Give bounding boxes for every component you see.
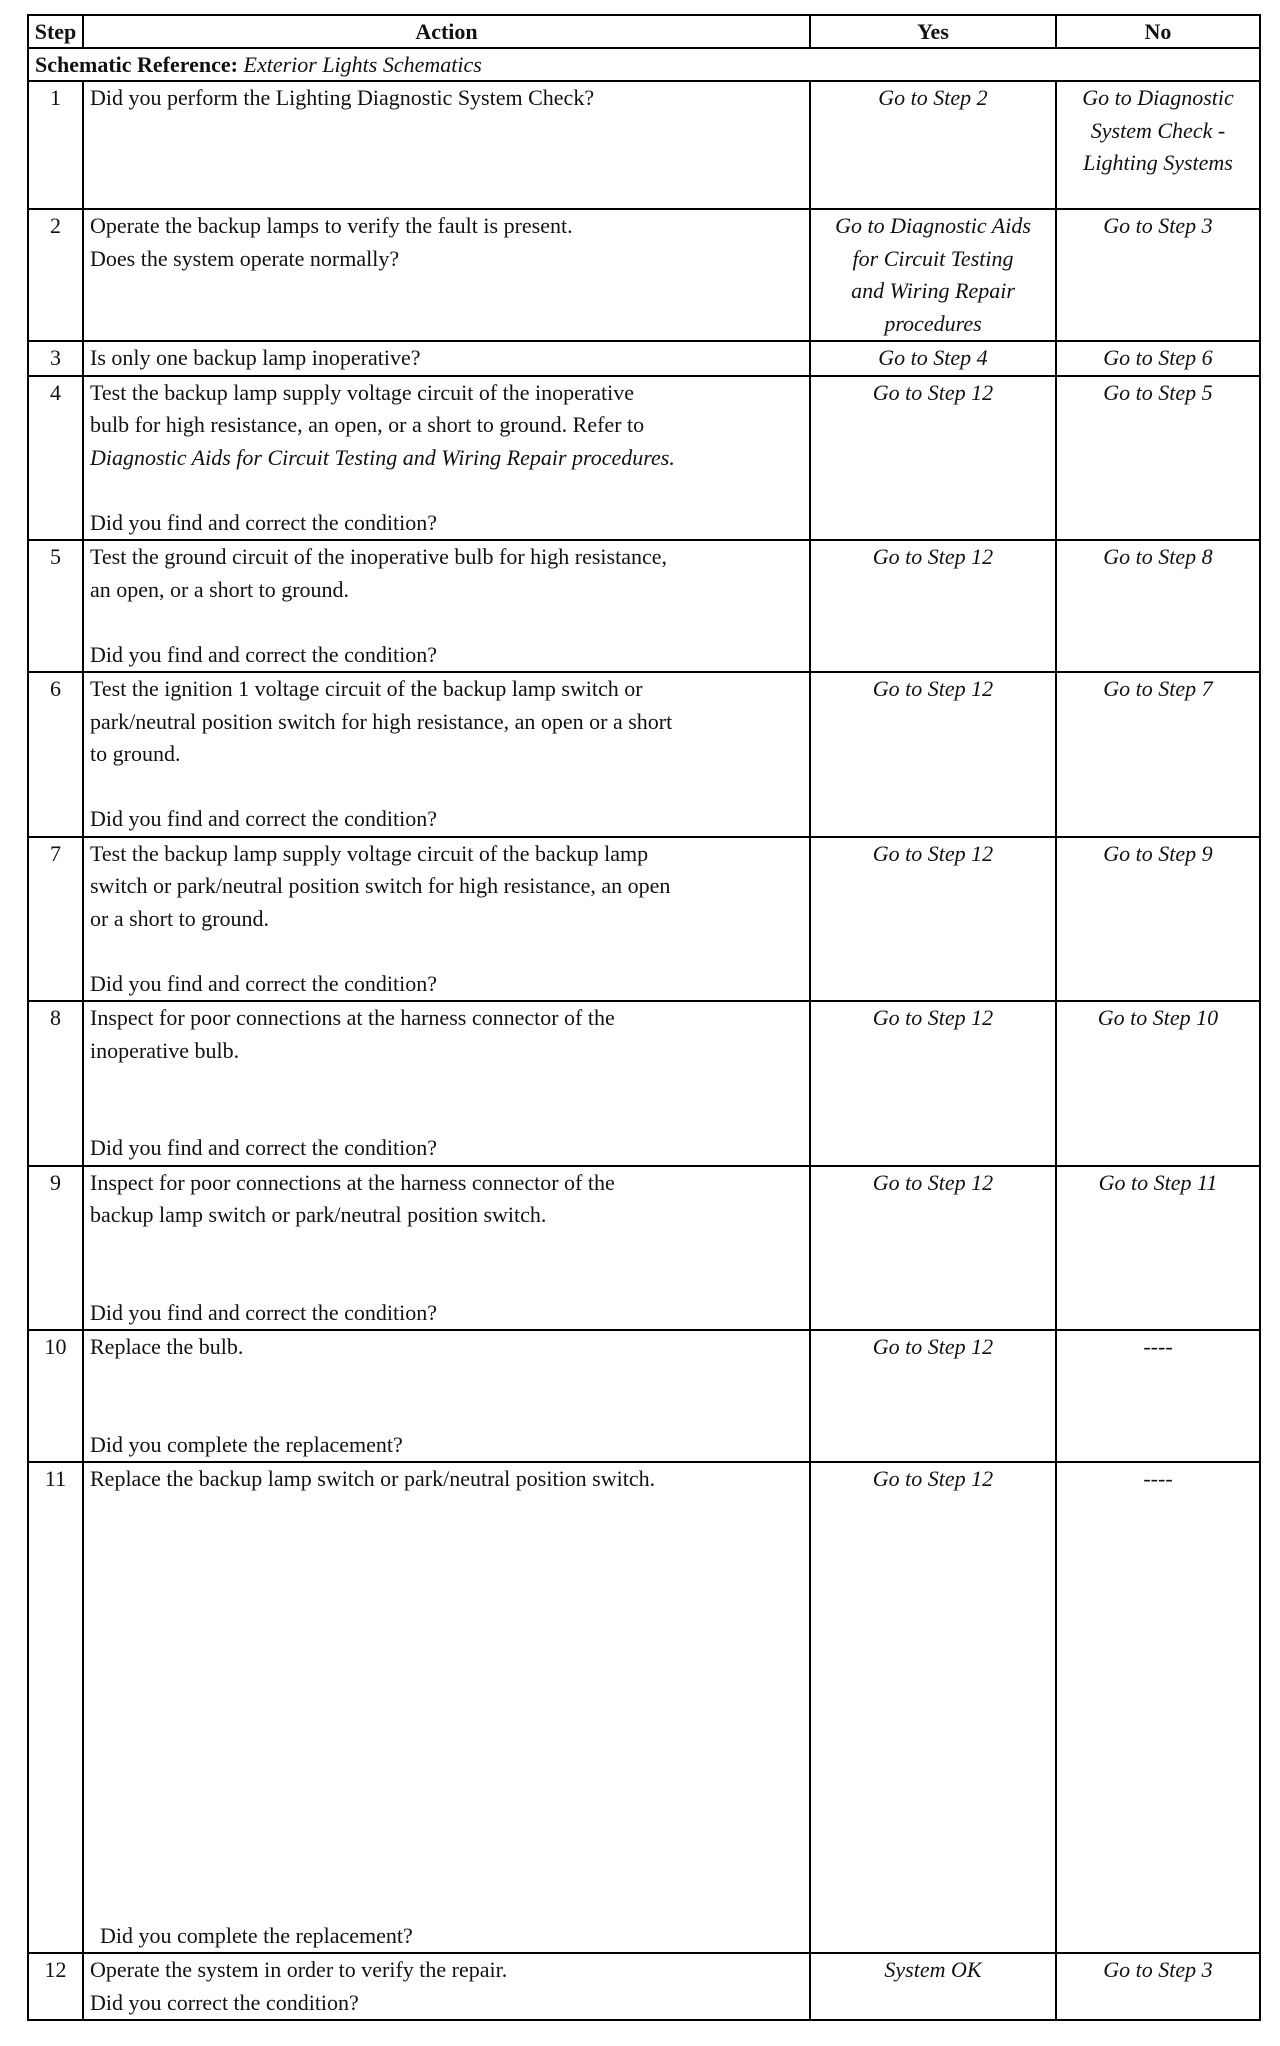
schematic-reference-row: [28, 48, 1260, 81]
action-text: inoperative bulb.: [90, 1037, 240, 1063]
action-question: Did you find and correct the condition?: [90, 970, 438, 996]
action-text: Test the backup lamp supply voltage circuit of the backup lamp: [90, 840, 649, 866]
table-row: [28, 540, 1260, 672]
yes-text: for Circuit Testing: [852, 245, 1014, 271]
action-cell: [83, 81, 810, 209]
table-row: [28, 81, 1260, 209]
step-number: 2: [28, 209, 83, 341]
no-cell: Go to Step 6: [1056, 341, 1260, 376]
action-text: Test the backup lamp supply voltage circuit of the inoperative: [90, 379, 635, 405]
action-text: Operate the backup lamps to verify the fault is present.: [90, 213, 573, 238]
header-step: Step: [28, 15, 83, 48]
table-row: [28, 209, 1260, 341]
no-cell: [1056, 81, 1260, 209]
step-number: 4: [28, 376, 83, 541]
action-text: Inspect for poor connections at the harness connector of the: [90, 1169, 615, 1195]
header-no: No: [1056, 15, 1260, 48]
action-text: Replace the backup lamp switch or park/neutral position switch.: [90, 1466, 656, 1491]
no-cell: Go to Step 5: [1056, 376, 1260, 541]
step-number: 1: [28, 81, 83, 209]
yes-text: and Wiring Repair: [851, 278, 1015, 303]
step-number: 12: [28, 1953, 83, 2020]
action-text: switch or park/neutral position switch for high resistance, an open: [90, 873, 671, 898]
action-text: Is only one backup lamp inoperative?: [90, 345, 421, 370]
header-yes: Yes: [810, 15, 1056, 48]
action-text: Test the ground circuit of the inoperative bulb for high resistance,: [90, 544, 668, 569]
action-question: Did you find and correct the condition?: [90, 641, 438, 667]
action-question: Did you find and correct the condition?: [90, 806, 438, 831]
yes-cell: Go to Step 12: [810, 1166, 1056, 1331]
action-question: Did you find and correct the condition?: [90, 509, 438, 535]
action-cell: [83, 1001, 810, 1166]
no-cell: Go to Step 3: [1056, 1953, 1260, 2020]
no-cell: Go to Step 3: [1056, 209, 1260, 341]
header-row: [28, 15, 1260, 48]
action-text: to ground.: [90, 741, 181, 766]
table-row: [28, 1166, 1260, 1331]
action-reference-text: Diagnostic Aids for Circuit Testing and Wiring Repair procedures.: [90, 444, 675, 470]
yes-cell: Go to Step 12: [810, 376, 1056, 541]
step-number: 6: [28, 672, 83, 837]
action-text: Inspect for poor connections at the harness connector of the: [90, 1005, 615, 1030]
yes-cell: Go to Step 2: [810, 81, 1056, 209]
schematic-reference-label: Schematic Reference:: [35, 52, 238, 77]
action-text: Replace the bulb.: [90, 1334, 244, 1359]
no-cell: Go to Step 10: [1056, 1001, 1260, 1166]
action-cell: [83, 341, 810, 376]
action-text: Test the ignition 1 voltage circuit of the backup lamp switch or: [90, 676, 643, 701]
table-row: [28, 1001, 1260, 1166]
no-cell: Go to Step 11: [1056, 1166, 1260, 1331]
header-action: Action: [83, 15, 810, 48]
step-number: 3: [28, 341, 83, 376]
yes-text: procedures: [884, 310, 982, 336]
action-text: backup lamp switch or park/neutral position switch.: [90, 1202, 547, 1227]
step-number: 9: [28, 1166, 83, 1331]
no-cell: Go to Step 9: [1056, 837, 1260, 1002]
step-number: 5: [28, 540, 83, 672]
step-number: 10: [28, 1330, 83, 1462]
no-text: Lighting Systems: [1083, 150, 1233, 175]
table-row: [28, 1330, 1260, 1462]
yes-cell: Go to Step 12: [810, 1330, 1056, 1462]
table-row: [28, 1953, 1260, 2020]
no-cell: Go to Step 7: [1056, 672, 1260, 837]
yes-cell: Go to Step 12: [810, 1462, 1056, 1953]
table-row: [28, 672, 1260, 837]
action-text: park/neutral position switch for high resistance, an open or a short: [90, 708, 673, 734]
yes-cell: Go to Step 12: [810, 672, 1056, 837]
yes-cell: Go to Step 12: [810, 540, 1056, 672]
step-number: 7: [28, 837, 83, 1002]
table-row: [28, 341, 1260, 376]
action-cell: [83, 672, 810, 837]
action-cell: [83, 1462, 810, 1953]
action-text: or a short to ground.: [90, 905, 270, 931]
no-cell: Go to Step 8: [1056, 540, 1260, 672]
yes-text: Go to Diagnostic Aids: [835, 213, 1031, 238]
table-row: [28, 1462, 1260, 1953]
action-cell: [83, 1166, 810, 1331]
action-question: Did you find and correct the condition?: [90, 1135, 438, 1160]
no-cell: ----: [1056, 1462, 1260, 1953]
yes-cell: Go to Step 4: [810, 341, 1056, 376]
action-question: Did you complete the replacement?: [100, 1922, 413, 1948]
action-cell: [83, 376, 810, 541]
yes-cell: Go to Step 12: [810, 1001, 1056, 1166]
action-question: Did you complete the replacement?: [90, 1431, 403, 1457]
action-text: an open, or a short to ground.: [90, 576, 350, 602]
yes-cell: System OK: [810, 1953, 1056, 2020]
action-text: Did you correct the condition?: [90, 1989, 359, 2015]
step-number: 11: [28, 1462, 83, 1953]
diagnostic-table: [27, 14, 1261, 2021]
action-text: Operate the system in order to verify the repair.: [90, 1957, 508, 1982]
yes-cell: [810, 209, 1056, 341]
action-cell: [83, 209, 810, 341]
step-number: 8: [28, 1001, 83, 1166]
yes-cell: Go to Step 12: [810, 837, 1056, 1002]
no-text: System Check -: [1090, 117, 1226, 143]
schematic-reference: [28, 48, 1260, 81]
action-cell: [83, 837, 810, 1002]
action-question: Did you find and correct the condition?: [90, 1299, 438, 1325]
table-row: [28, 837, 1260, 1002]
schematic-reference-link: Exterior Lights Schematics: [243, 52, 482, 77]
action-cell: [83, 540, 810, 672]
table-row: [28, 376, 1260, 541]
action-text: bulb for high resistance, an open, or a short to ground. Refer to: [90, 412, 645, 437]
action-text: Did you perform the Lighting Diagnostic System Check?: [90, 85, 595, 110]
action-cell: [83, 1953, 810, 2020]
action-text: Does the system operate normally?: [90, 245, 400, 271]
no-cell: ----: [1056, 1330, 1260, 1462]
no-text: Go to Diagnostic: [1082, 85, 1234, 110]
action-cell: [83, 1330, 810, 1462]
